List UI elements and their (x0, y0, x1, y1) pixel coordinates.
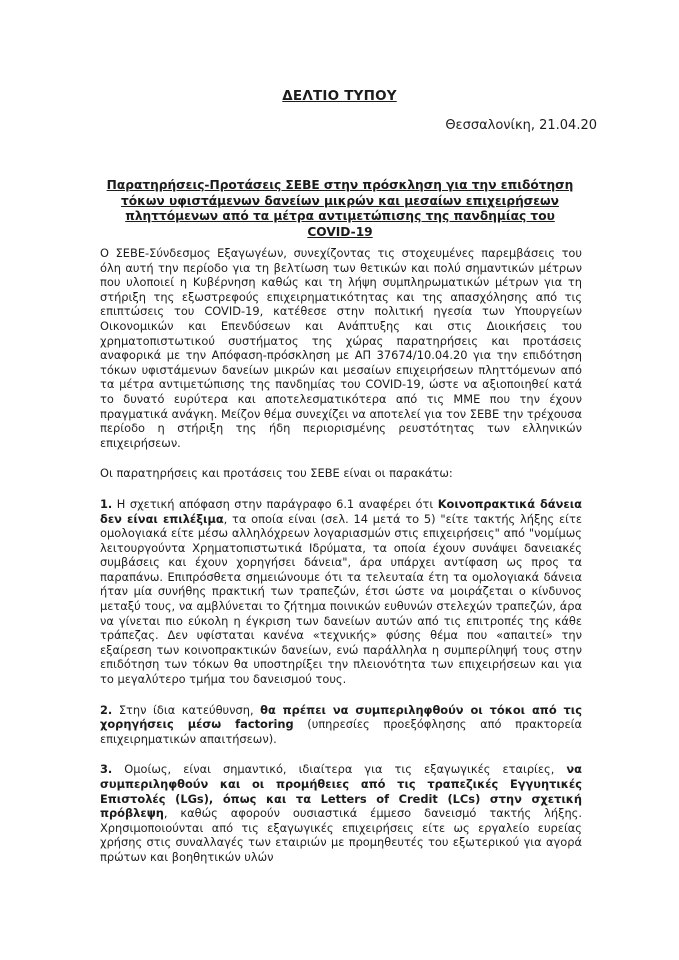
point-2-bold: θα πρέπει να συμπεριληφθούν οι τόκοι από τις χορηγήσεις μέσω factoring (100, 702, 582, 732)
document-headline: Παρατηρήσεις-Προτάσεις ΣΕΒΕ στην πρόσκληση για την επιδότηση τόκων υφιστάμενων δανείων μικρών και μεσαίων επιχειρήσεων πληττόμενων από τα μέτρα αντιμετώπισης της πανδημίας του COVID-19 (106, 178, 574, 239)
document-date: Θεσσαλονίκη, 21.04.20 (445, 118, 597, 133)
point-1-number: 1. (100, 496, 113, 511)
point-2-number: 2. (100, 702, 113, 717)
document-title: ΔΕΛΤΙΟ ΤΥΠΟΥ (282, 88, 397, 104)
point-2-paragraph (100, 703, 582, 747)
document-body (100, 246, 582, 881)
point-1-text-b: , τα οποία είναι (σελ. 14 μετά το 5) "είτε τακτής λήξης είτε ομολογιακά είτε μέσω αλληλόχρεων λογαριασμών στις επιχειρήσεις" από "νομίμως λειτουργούντα Χρηματοπιστωτικά Ιδρύματα, τα οποία έχουν συνάψει δανειακές συμβάσεις και έχουν χορηγήσει δάνεια", άρα υπάρχει αντίφαση ως προς τα παραπάνω. Επιπρόσθετα σημειώνουμε ότι τα τελευταία έτη τα ομολογιακά δάνεια ήταν μία συνήθης πρακτική των τραπεζών, έτσι ώστε να μοιράζεται ο κίνδυνος μεταξύ τους, να αμβλύνεται το ζήτημα ποινικών ευθυνών στελεχών τραπεζών, άρα να γίνεται πιο εύκολη η έγκριση των δανείων αυτών από τις επιτροπές της κάθε τράπεζας. Δεν υφίσταται κανένα «τεχνικής» φύσης θέμα που «απαιτεί» την εξαίρεση των κοινοπρακτικών δανείων, ενώ παράλληλα η συμπερίληψή τους στην επιδότηση των τόκων θα υποστηρίξει την πλειονότητα των επιχειρήσεων και για το μεγαλύτερο τμήμα του δανεισμού τους. (100, 511, 582, 687)
point-1-text-a: Η σχετική απόφαση στην παράγραφο 6.1 αναφέρει ότι (112, 496, 438, 511)
point-2-text-a: Στην ίδια κατεύθυνση, (112, 702, 261, 717)
point-3-paragraph (100, 762, 582, 864)
point-2-text-b: (υπηρεσίες προεξόφλησης από πρακτορεία επιχειρηματικών απαιτήσεων). (100, 717, 582, 746)
point-3-text-b: , καθώς αφορούν ουσιαστικά έμμεσο δανεισμό τακτής λήξης. Χρησιμοποιούνται από τις εξαγωγικές επιχειρήσεις είτε ως εργαλείο ευρείας χρήσης στις συναλλαγές των εταιριών με προμηθευτές του εξωτερικού για αγορά πρώτων και βοηθητικών υλών (100, 806, 582, 864)
point-3-text-a: Ομοίως, είναι σημαντικό, ιδιαίτερα για τις εξαγωγικές εταιρίες, (112, 762, 567, 777)
point-3-number: 3. (100, 762, 113, 777)
point-1-bold: Κοινοπρακτικά δάνεια δεν είναι επιλέξιμα (100, 496, 582, 526)
intro-paragraph: Ο ΣΕΒΕ-Σύνδεσμος Εξαγωγέων, συνεχίζοντας τις στοχευμένες παρεμβάσεις του όλη αυτή την περίοδο για τη βελτίωση των θετικών και πολύ σημαντικών μέτρων που υλοποιεί η Κυβέρνηση καθώς και τη λήψη συμπληρωματικών μέτρων για τη στήριξη της εξωστρεφούς επιχειρηματικότητας και της απασχόλησης από τις επιπτώσεις του COVID-19, κατέθεσε στην πολιτική ηγεσία των Υπουργείων Οικονομικών και Επενδύσεων και Ανάπτυξης και στις Διοικήσεις του χρηματοπιστωτικού συστήματος της χώρας παρατηρήσεις και προτάσεις αναφορικά με την Απόφαση-πρόσκληση με ΑΠ 37674/10.04.20 για την επιδότηση τόκων υφιστάμενων δανείων μικρών και μεσαίων επιχειρήσεων πληττόμενων από τα μέτρα αντιμετώπισης της πανδημίας του COVID-19, ώστε να αξιοποιηθεί κατά το δυνατό ευρύτερα και αποτελεσματικότερα από τις ΜΜΕ που την έχουν πραγματικά ανάγκη. Μείζον θέμα συνεχίζει να αποτελεί για τον ΣΕΒΕ την τρέχουσα περίοδο η στήριξη της ήδη περιορισμένης ρευστότητας των ελληνικών επιχειρήσεων. (100, 246, 582, 450)
point-3-bold: να συμπεριληφθούν και οι προμήθειες από τις τραπεζικές Εγγυητικές Επιστολές (LGs), όπως και τα Letters of Credit (LCs) στην σχετική πρόβλεψη (100, 762, 582, 821)
lead-paragraph: Οι παρατηρήσεις και προτάσεις του ΣΕΒΕ είναι οι παρακάτω: (100, 466, 453, 481)
point-1-paragraph (100, 497, 582, 687)
